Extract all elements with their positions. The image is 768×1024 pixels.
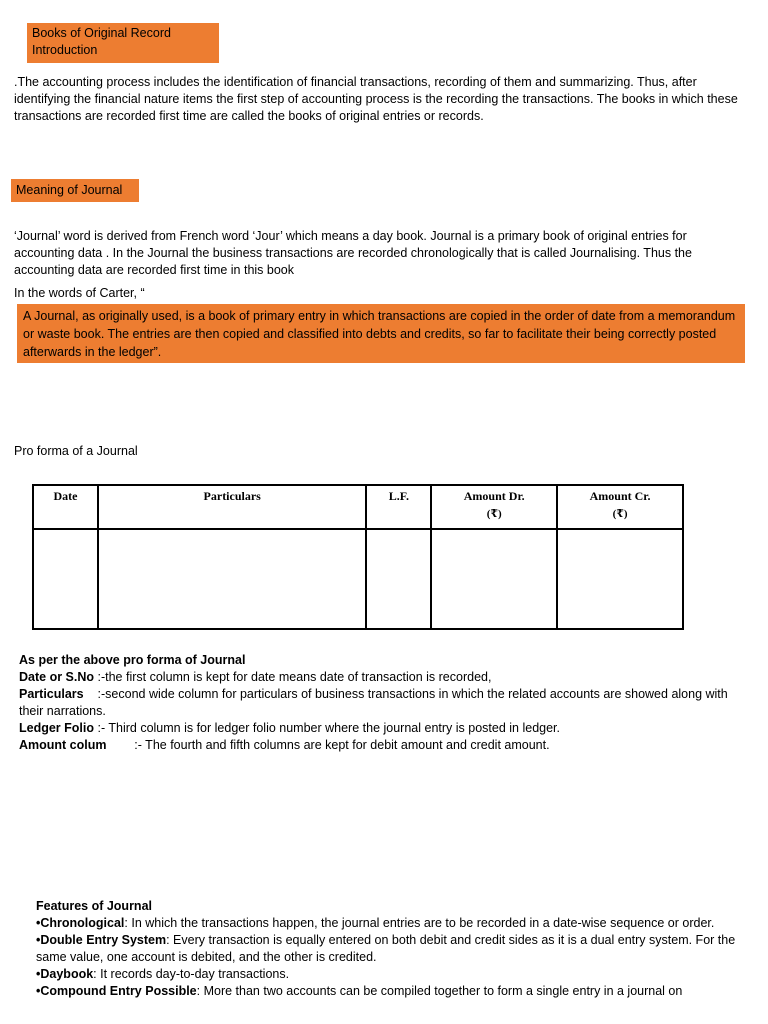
list-item: •Compound Entry Possible: More than two accounts can be compiled together to form a single entry in a journal on <box>36 984 683 998</box>
title-line-2: Introduction <box>32 43 98 57</box>
table-cell <box>33 529 98 629</box>
proforma-title: Pro forma of a Journal <box>14 444 138 458</box>
journal-proforma-table <box>32 484 684 630</box>
rupee-symbol: (₹) <box>486 508 502 520</box>
list-item: •Daybook: It records day-to-day transactions. <box>36 967 290 981</box>
col-particulars: Particulars <box>98 485 366 529</box>
meaning-paragraph: ‘Journal’ word is derived from French word ‘Jour’ which means a day book. Journal is a primary book of original entries for accounting data . In the Journal the business transactions are recorded chronologically that is called Journalising. Thus the accounting data are recorded first time in this book <box>14 229 692 277</box>
section-title-books-of-original-record <box>27 23 219 63</box>
col-amount-dr: Amount Dr. (₹) <box>431 485 557 529</box>
list-item: •Chronological: In which the transactions happen, the journal entries are to be recorded in a date-wise sequence or order. <box>36 916 715 930</box>
col-amount-cr: Amount Cr. (₹) <box>557 485 683 529</box>
table-cell <box>557 529 683 629</box>
carter-quote: A Journal, as originally used, is a book of primary entry in which transactions are copied in the order of date from a memorandum or waste book. The entries are then copied and classified into debts and credits, so far to facilitate their being correctly posted afterwards in the ledger”. <box>17 304 745 363</box>
rupee-symbol: (₹) <box>612 508 628 520</box>
intro-paragraph: .The accounting process includes the identification of financial transactions, recording of them and summarizing. Thus, after identifying the financial nature items the first step of accounting process is the recording the transactions. The books in which these transactions are recorded first time are called the books of original entries or records. <box>14 75 738 123</box>
section-title-meaning-of-journal: Meaning of Journal <box>11 179 139 202</box>
explanation-heading: As per the above pro forma of Journal <box>19 653 246 667</box>
table-cell <box>431 529 557 629</box>
proforma-explanation <box>19 652 754 754</box>
table-empty-row <box>33 529 683 629</box>
list-item: Amount colum :- The fourth and fifth columns are kept for debit amount and credit amount. <box>19 738 550 752</box>
col-lf: L.F. <box>366 485 431 529</box>
title-line-1: Books of Original Record <box>32 26 171 40</box>
list-item: Date or S.No :-the first column is kept for date means date of transaction is recorded, <box>19 670 492 684</box>
features-of-journal <box>36 898 736 1000</box>
list-item: •Double Entry System: Every transaction is equally entered on both debit and credit sides as it is a dual entry system. For the same value, one account is debited, and the other is credited. <box>36 933 736 964</box>
col-date: Date <box>33 485 98 529</box>
table-cell <box>98 529 366 629</box>
table-cell <box>366 529 431 629</box>
features-heading: Features of Journal <box>36 899 152 913</box>
list-item: Ledger Folio :- Third column is for ledger folio number where the journal entry is posted in ledger. <box>19 721 560 735</box>
carter-intro: In the words of Carter, “ <box>14 286 145 300</box>
list-item: Particulars :-second wide column for particulars of business transactions in which the related accounts are showed along with their narrations. <box>19 687 728 718</box>
table-header-row <box>33 485 683 529</box>
